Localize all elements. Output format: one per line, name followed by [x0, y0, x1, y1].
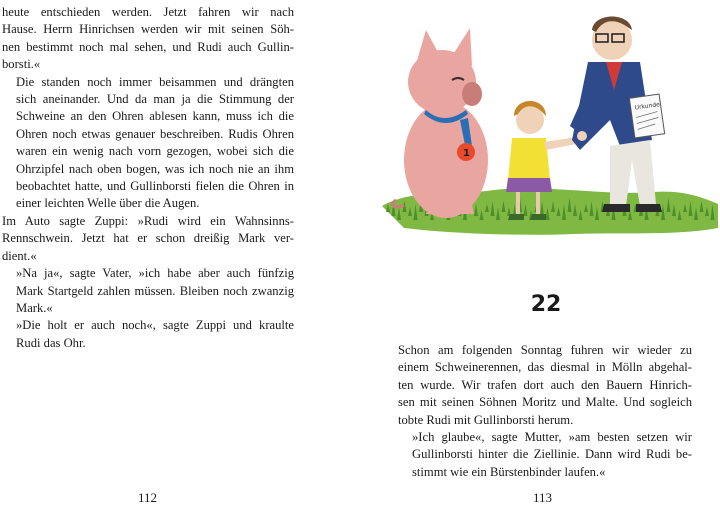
- text-line: Mark.«: [16, 300, 53, 315]
- paragraph: [398, 429, 692, 481]
- medal-number: 1: [463, 148, 470, 159]
- pig-girl-man-illustration: [374, 0, 720, 250]
- text-line: sich aneinander. Und da man ja die Stimmung der: [16, 92, 294, 107]
- text-line: Mark Startgeld zahlen müssen. Bleiben noch zwanzig: [16, 283, 294, 298]
- text-line: Im Auto sagte Zuppi: »Rudi wird ein Wahnsinns-: [2, 213, 294, 228]
- paragraph: [2, 74, 294, 213]
- text-line: einer leichten Welle über die Augen.: [16, 196, 200, 211]
- page-number: 113: [533, 490, 553, 505]
- text-line: sen mit seinen Söhnen Moritz und Malte. Und sogleich: [398, 395, 692, 410]
- text-line: »Na ja«, sagte Vater, »ich habe aber auch fünfzig: [16, 266, 294, 281]
- paragraph: [2, 4, 294, 74]
- text-line: Gullinborsti hinter die Ziellinie. Dann wird Rudi be-: [412, 447, 692, 462]
- text-line: Rudi das Ohr.: [16, 335, 86, 350]
- text-line: »Die holt er auch noch«, sagte Zuppi und kraulte: [16, 318, 294, 333]
- text-line: Ohren noch etwas genauer beschreiben. Rudis Ohren: [16, 126, 294, 141]
- text-line: tobte Rudi mit Gullinborsti herum.: [398, 412, 574, 427]
- text-line: »Ich glaube«, sagte Mutter, »am besten setzen wir: [412, 430, 692, 445]
- text-line: Schon am folgenden Sonntag fuhren wir wieder zu: [398, 343, 692, 357]
- left-page-text: [2, 4, 294, 352]
- text-line: heute entschieden werden. Jetzt fahren wir nach: [2, 5, 294, 19]
- text-line: Schweine an den Ohren ablesen kann, muss ich die: [16, 109, 294, 124]
- page-number: 112: [138, 490, 158, 505]
- chapter-number: 22: [530, 292, 562, 317]
- text-line: einem Schweinerennen, das diesmal in Mölln abgehal-: [398, 360, 692, 375]
- text-line: stimmt wie ein Bürstenbinder laufen.«: [412, 464, 606, 479]
- certificate-text: Urkunde: [634, 101, 661, 112]
- text-line: dient.«: [2, 248, 37, 263]
- text-line: waren ein wenig nach vorn gezogen, wobei sich die: [16, 144, 294, 159]
- text-line: nen bestimmt noch mal sehen, und Rudi auch Gullin-: [2, 39, 294, 54]
- text-line: Die standen noch immer beisammen und drängten: [16, 74, 294, 89]
- pig-figure: [393, 28, 488, 218]
- paragraph: [2, 213, 294, 265]
- text-line: Ohrzipfel nach oben bogen, was ich noch nie an ihm: [16, 161, 294, 176]
- text-line: borsti.«: [2, 57, 41, 72]
- paragraph: [398, 342, 692, 429]
- man-figure: [570, 17, 665, 213]
- text-line: ten wurde. Wir trafen dort auch den Bauern Hinrich-: [398, 377, 692, 392]
- text-line: Rennschwein. Jetzt hat er schon dreißig Mark ver-: [2, 231, 294, 246]
- text-line: beobachtet hatte, und Gullinborsti fielen die Ohren in: [16, 179, 294, 194]
- paragraph: [2, 317, 294, 352]
- right-page: [360, 0, 720, 508]
- right-page-text: [398, 342, 692, 481]
- text-line: Hause. Herrn Hinrichsen werden wir mit seinen Söh-: [2, 22, 294, 37]
- paragraph: [2, 265, 294, 317]
